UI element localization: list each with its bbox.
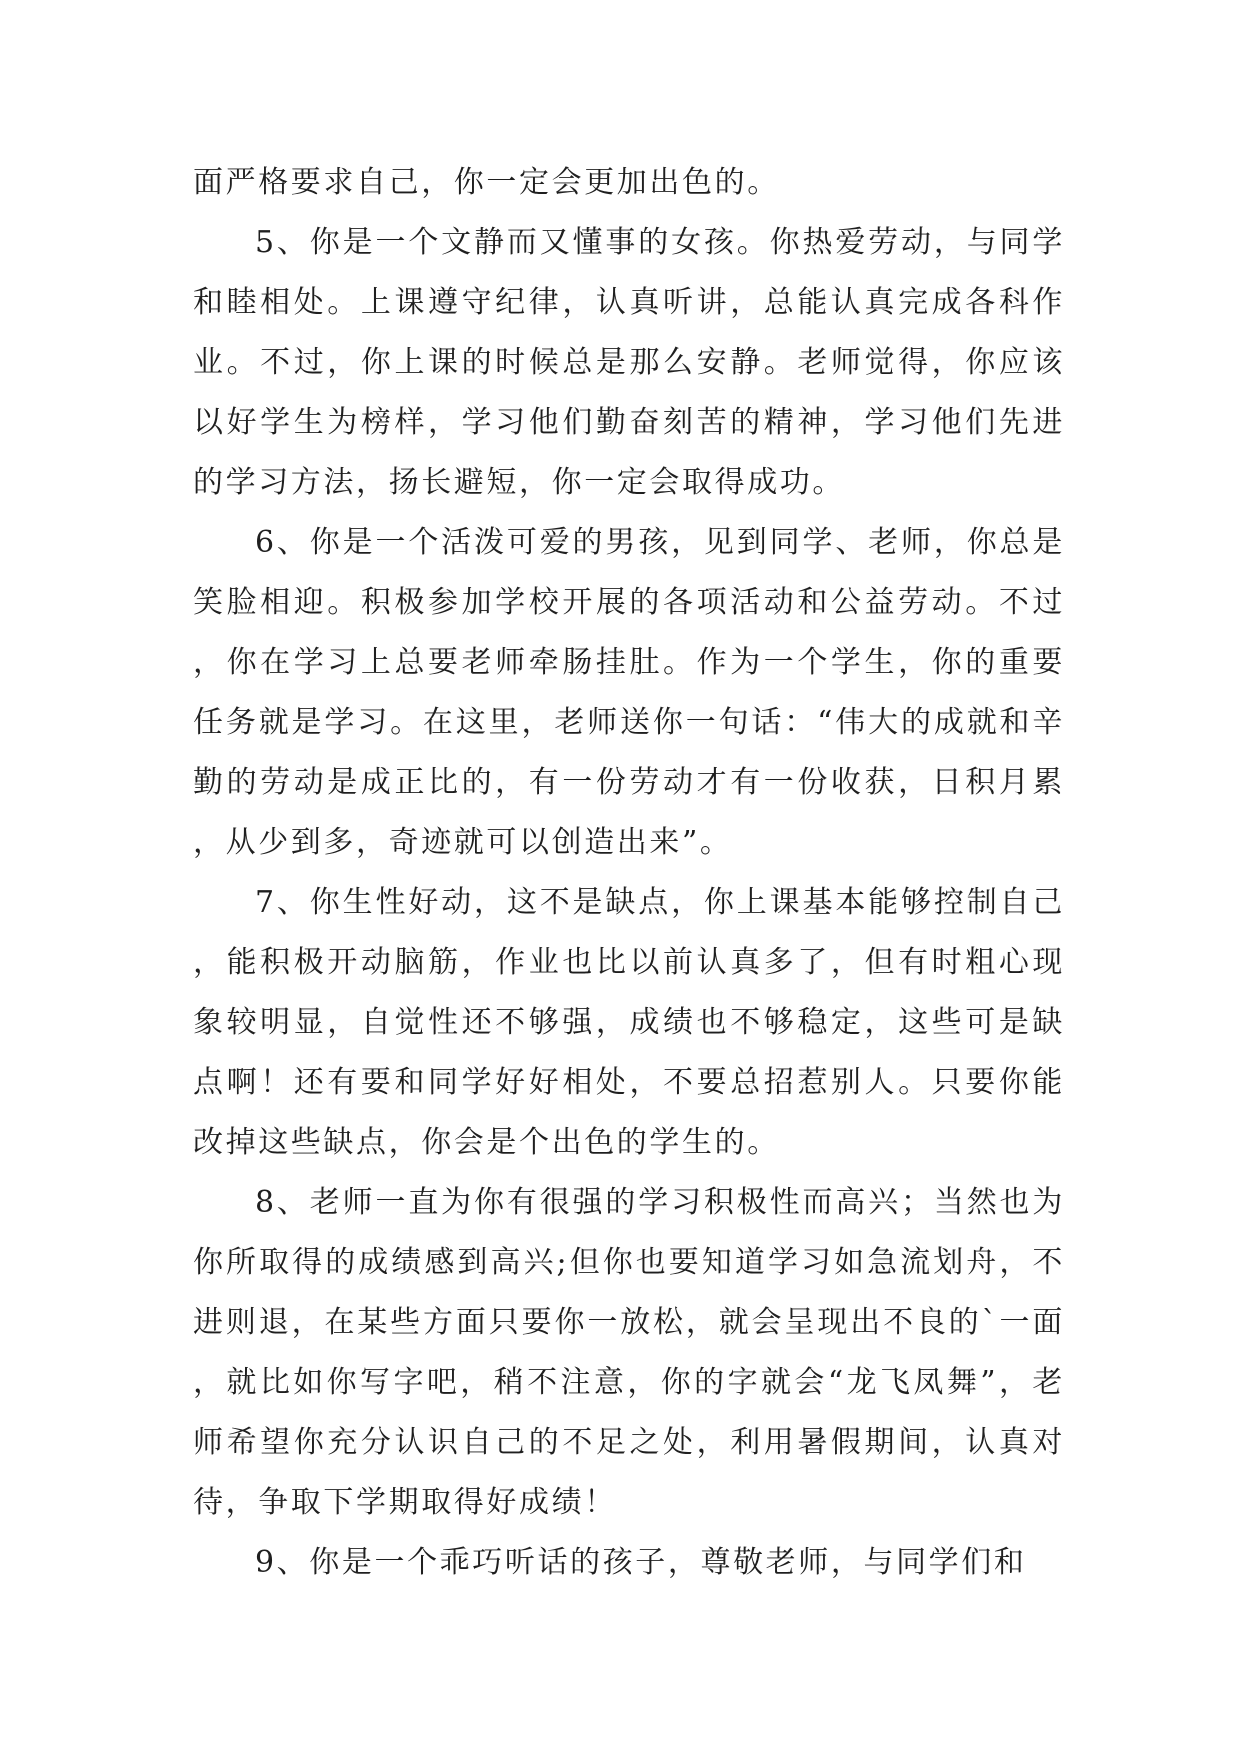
document-body — [193, 153, 1065, 1593]
paragraph-continuation: 面严格要求自己，你一定会更加出色的。 — [193, 165, 780, 200]
paragraph-comment-6: 6、你是一个活泼可爱的男孩，见到同学、老师，你总是笑脸相迎。积极参加学校开展的各项活动和公益劳动。不过，你在学习上总要老师牵肠挂肚。作为一个学生，你的重要任务就是学习。在这里，老师送你一句话：“伟大的成就和辛勤的劳动是成正比的，有一份劳动才有一份收获，日积月累，从少到多，奇迹就可以创造出来”。 — [193, 525, 1065, 860]
paragraph-comment-5: 5、你是一个文静而又懂事的女孩。你热爱劳动，与同学和睦相处。上课遵守纪律，认真听讲，总能认真完成各科作业。不过，你上课的时候总是那么安静。老师觉得，你应该以好学生为榜样，学习他们勤奋刻苦的精神，学习他们先进的学习方法，扬长避短，你一定会取得成功。 — [193, 225, 1065, 500]
paragraph-comment-7: 7、你生性好动，这不是缺点，你上课基本能够控制自己，能积极开动脑筋，作业也比以前认真多了，但有时粗心现象较明显，自觉性还不够强，成绩也不够稳定，这些可是缺点啊！还有要和同学好好相处，不要总招惹别人。只要你能改掉这些缺点，你会是个出色的学生的。 — [193, 885, 1065, 1160]
paragraph-comment-8: 8、老师一直为你有很强的学习积极性而高兴；当然也为你所取得的成绩感到高兴;但你也要知道学习如急流划舟，不进则退，在某些方面只要你一放松，就会呈现出不良的`一面，就比如你写字吧，稍不注意，你的字就会“龙飞凤舞”，老师希望你充分认识自己的不足之处，利用暑假期间，认真对待，争取下学期取得好成绩！ — [193, 1185, 1065, 1520]
paragraph-comment-9: 9、你是一个乖巧听话的孩子，尊敬老师，与同学们和 — [255, 1545, 1027, 1580]
